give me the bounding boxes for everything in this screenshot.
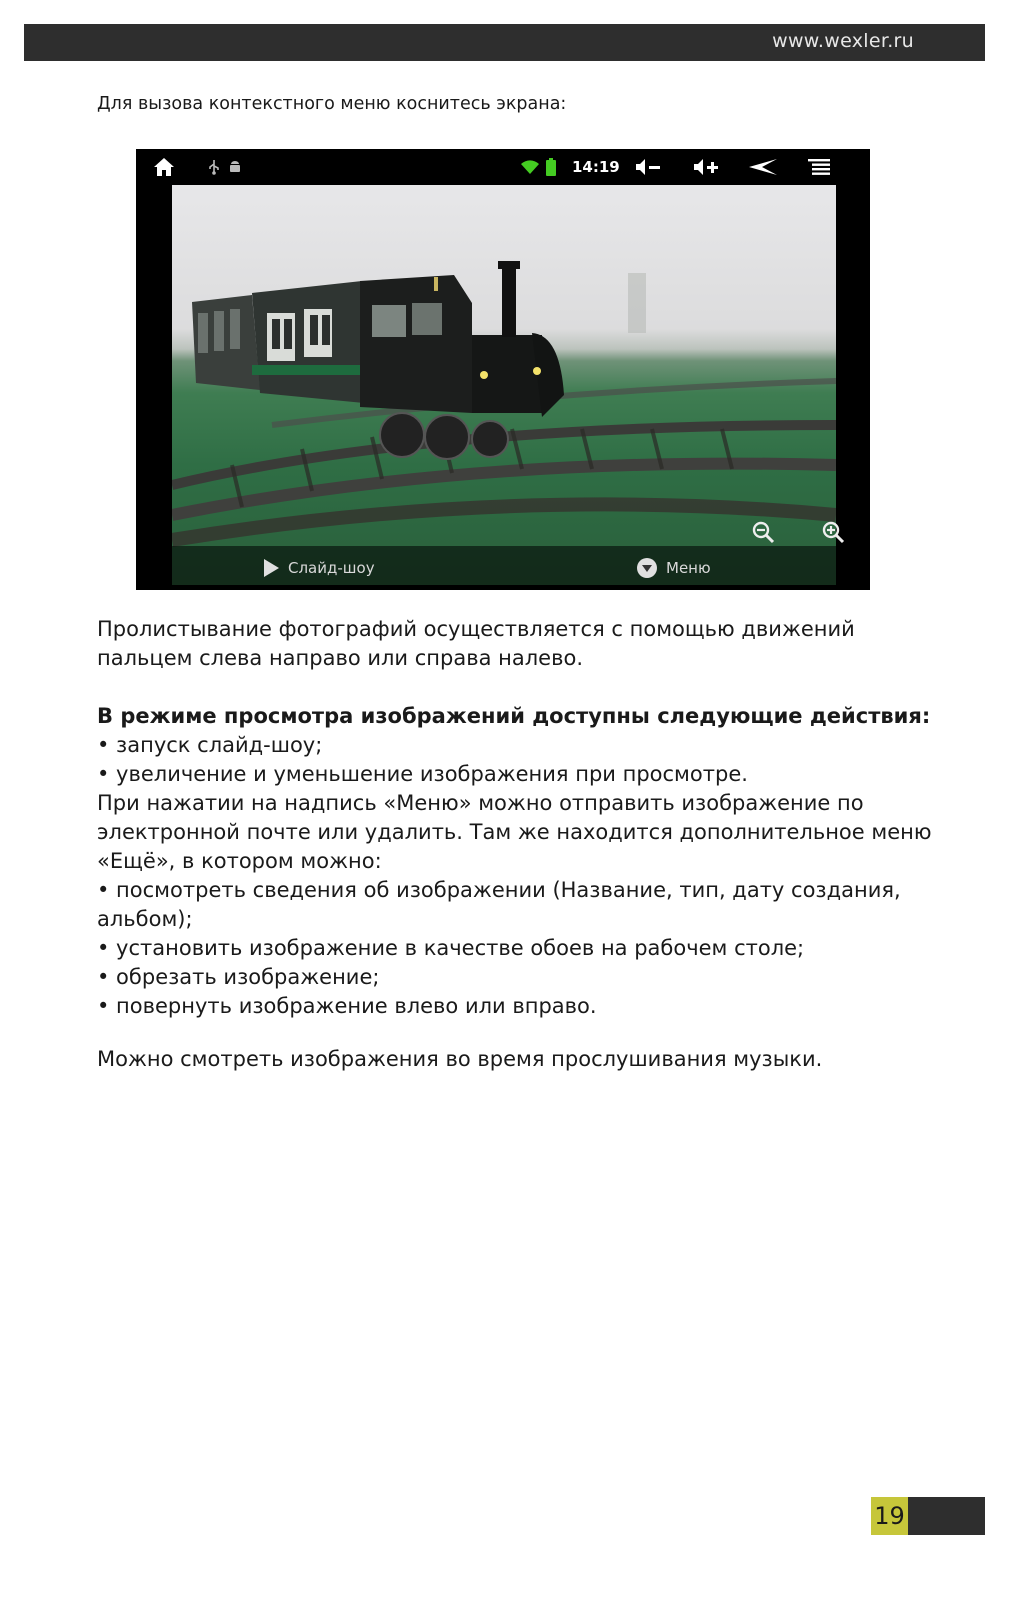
text-line: • запуск слайд-шоу; bbox=[97, 733, 323, 757]
text-line: При нажатии на надпись «Меню» можно отправить изображение по bbox=[97, 791, 864, 815]
text-line: • установить изображение в качестве обоев на рабочем столе; bbox=[97, 936, 805, 960]
slideshow-button[interactable] bbox=[262, 546, 375, 590]
page-number: 19 bbox=[871, 1497, 908, 1535]
actions-section bbox=[97, 702, 937, 1021]
status-bar bbox=[136, 149, 870, 185]
device-screenshot bbox=[136, 149, 870, 590]
zoom-out-icon[interactable] bbox=[750, 519, 776, 545]
slideshow-label: Слайд-шоу bbox=[288, 559, 375, 577]
text-line: • посмотреть сведения об изображении (Название, тип, дату создания, bbox=[97, 878, 901, 902]
clock: 14:19 bbox=[572, 158, 620, 176]
menu-button[interactable] bbox=[636, 546, 711, 590]
text-line: «Ещё», в котором можно: bbox=[97, 849, 382, 873]
header-bar bbox=[24, 24, 985, 61]
battery-icon bbox=[546, 149, 556, 185]
wifi-icon bbox=[520, 149, 540, 185]
zoom-in-icon[interactable] bbox=[820, 519, 846, 545]
text-line: пальцем слева направо или справа налево. bbox=[97, 646, 583, 670]
text-line: • обрезать изображение; bbox=[97, 965, 380, 989]
home-icon[interactable] bbox=[152, 149, 176, 185]
usb-icon bbox=[208, 149, 220, 185]
menu-label: Меню bbox=[666, 559, 711, 577]
header-url: www.wexler.ru bbox=[772, 30, 914, 52]
play-icon bbox=[262, 558, 280, 578]
text-line: • увеличение и уменьшение изображения при просмотре. bbox=[97, 762, 748, 786]
swipe-paragraph bbox=[97, 615, 937, 673]
text-line: Пролистывание фотографий осуществляется с помощью движений bbox=[97, 617, 855, 641]
menu-icon[interactable] bbox=[808, 149, 830, 185]
text-line: электронной почте или удалить. Там же находится дополнительное меню bbox=[97, 820, 932, 844]
train-photo[interactable] bbox=[172, 185, 836, 585]
text-line: • повернуть изображение влево или вправо. bbox=[97, 994, 597, 1018]
android-debug-icon bbox=[228, 149, 242, 185]
back-icon[interactable] bbox=[748, 149, 778, 185]
music-note: Можно смотреть изображения во время прослушивания музыки. bbox=[97, 1047, 823, 1071]
dropdown-circle-icon bbox=[636, 557, 658, 579]
bottom-action-bar bbox=[136, 546, 870, 590]
volume-up-icon[interactable] bbox=[692, 149, 720, 185]
footer-bar bbox=[908, 1497, 985, 1535]
intro-text: Для вызова контекстного меню коснитесь экрана: bbox=[97, 94, 567, 114]
text-line: альбом); bbox=[97, 907, 193, 931]
volume-down-icon[interactable] bbox=[634, 149, 662, 185]
section-heading: В режиме просмотра изображений доступны следующие действия: bbox=[97, 704, 931, 728]
